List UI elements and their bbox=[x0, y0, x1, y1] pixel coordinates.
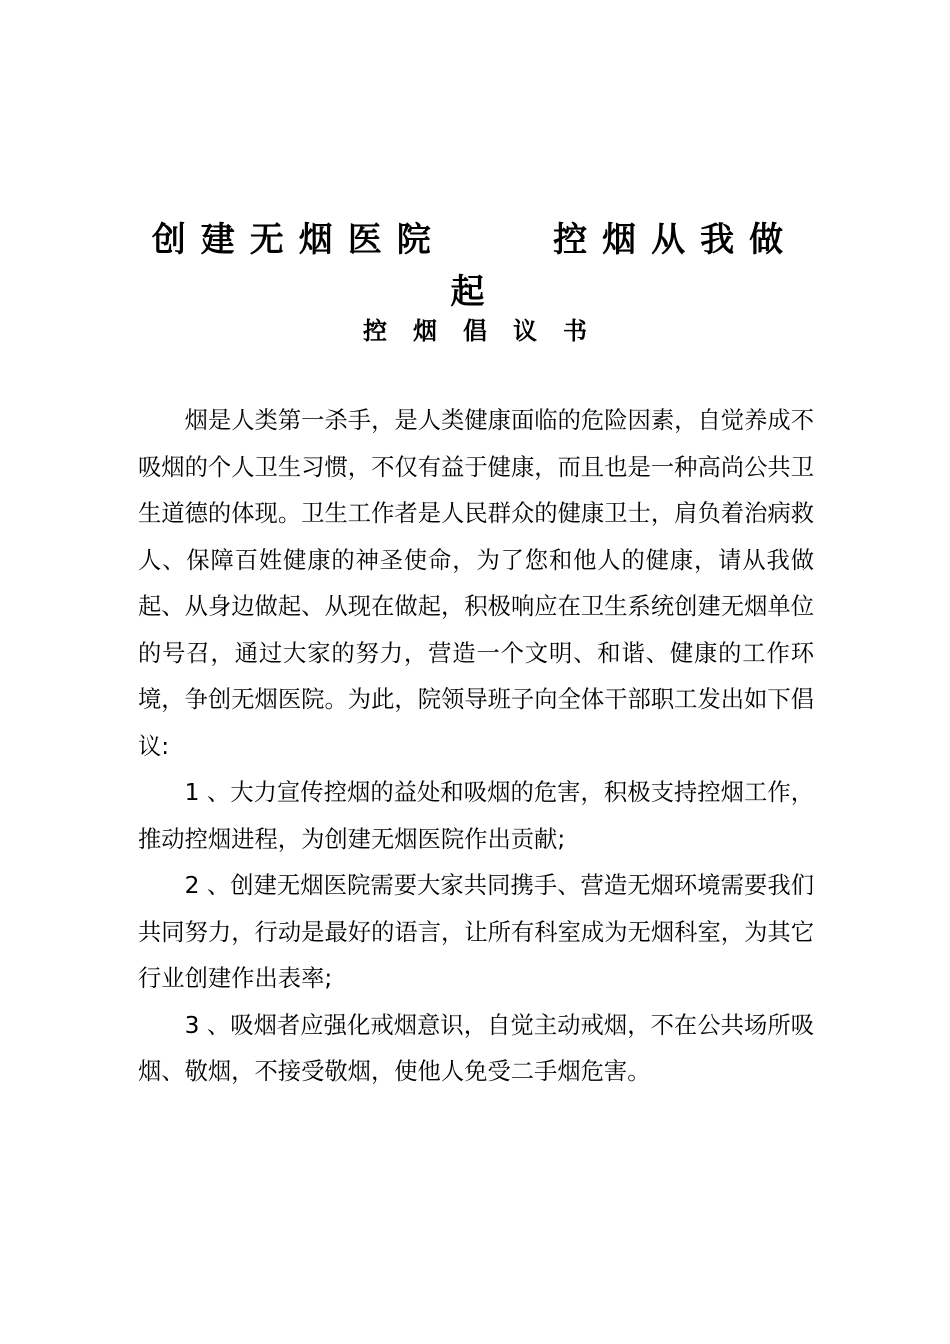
paragraph-item-2: 2 、创建无烟医院需要大家共同携手、营造无烟环境需要我们共同努力，行动是最好的语言，让所有科室成为无烟科室，为其它行业创建作出表率; bbox=[138, 872, 814, 992]
document-subtitle: 控烟倡议书 bbox=[363, 317, 613, 345]
document-body bbox=[138, 398, 814, 1096]
paragraph-item-3: 3 、吸烟者应强化戒烟意识，自觉主动戒烟，不在公共场所吸烟、敬烟，不接受敬烟，使他人免受二手烟危害。 bbox=[138, 1011, 814, 1085]
paragraph-intro: 烟是人类第一杀手，是人类健康面临的危险因素，自觉养成不吸烟的个人卫生习惯，不仅有益于健康，而且也是一种高尚公共卫生道德的体现。卫生工作者是人民群众的健康卫士，肩负着治病救人、保障百姓健康的神圣使命，为了您和他人的健康，请从我做起、从身边做起、从现在做起，积极响应在卫生系统创建无烟单位的号召，通过大家的努力，营造一个文明、和谐、健康的工作环境，争创无烟医院。为此，院领导班子向全体干部职工发出如下倡议: bbox=[138, 407, 814, 760]
document-title: 创建无烟医院 控烟从我做起 bbox=[151, 220, 799, 312]
paragraph-item-1: 1 、大力宣传控烟的益处和吸烟的危害，积极支持控烟工作，推动控烟进程，为创建无烟医院作出贡献; bbox=[138, 779, 814, 853]
